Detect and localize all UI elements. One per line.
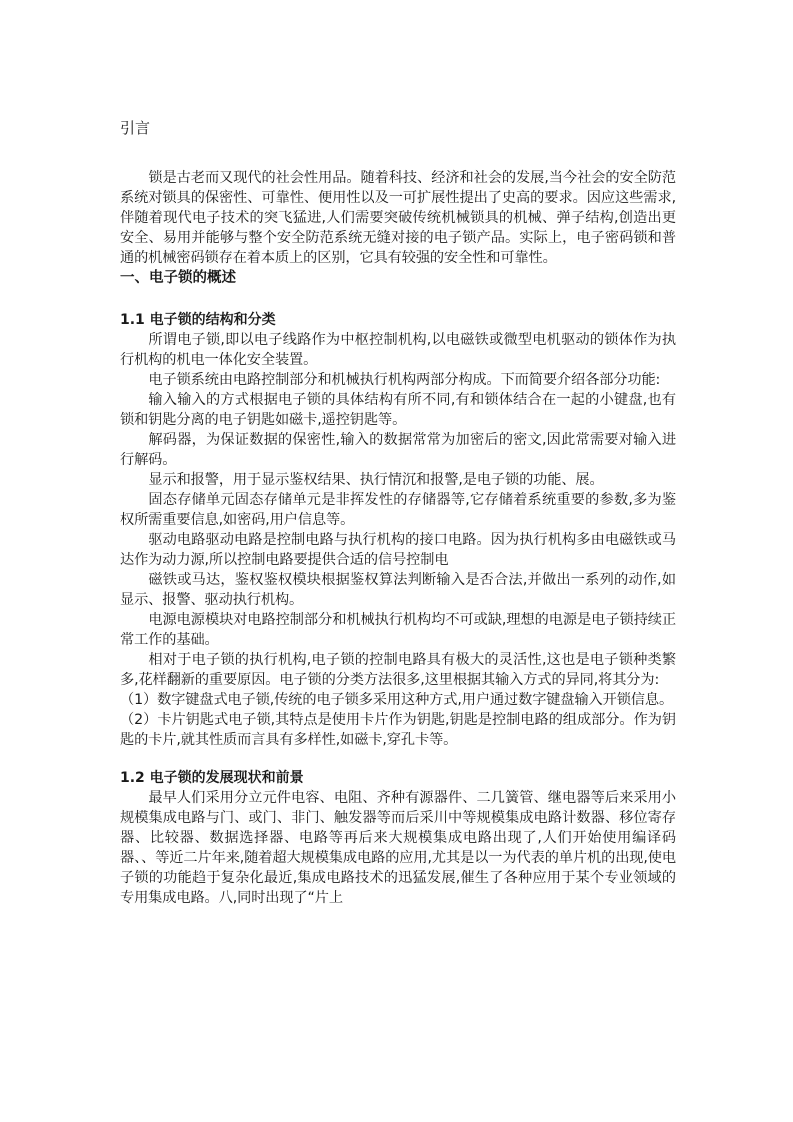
body-paragraph: 驱动电路驱动电路是控制电路与执行机构的接口电路。因为执行机构多由电磁铁或马达作为动力源,所以控制电路要提供合适的信号控制电 <box>120 532 676 568</box>
body-paragraph: 固态存储单元固态存储单元是非挥发性的存储器等,它存储着系统重要的参数,多为鉴权所需重要信息,如密码,用户信息等。 <box>120 492 676 528</box>
intro-paragraph: 锁是古老而又现代的社会性用品。随着科技、经济和社会的发展,当今社会的安全防范系统对锁具的保密性、可靠性、便用性以及一可扩展性提出了史高的要求。因应这些需求,伴随着现代电子技术的突飞猛进,人们需要突破传统机械锁具的机械、弹子结构,创造出更安全、易用并能够与整个安全防范系统无缝对接的电子锁产品。实际上，电子密码锁和普通的机械密码锁存在着本质上的区别，它具有较强的安全性和可靠性。 <box>120 170 676 266</box>
page-title: 引言 <box>120 119 151 137</box>
body-paragraph: 最早人们采用分立元件电容、电阻、齐种有源器件、二几簧管、继电器等后来采用小规模集成电路与门、或门、非门、触发器等而后采川中等规模集成电路计数器、移位寄存器、比较器、数据选择器、电路等再后来大规模集成电路出现了,人们开始使用编译码器、、等近二片年来,随着超大规模集成电路的应用,尤其是以一为代表的单片机的出现,使电子锁的功能趋于复杂化最近,集成电路技术的迅猛发展,催生了各种应用于某个专业领域的专用集成电路。八,同时出现了“片上 <box>120 790 676 906</box>
subsection-heading: 1.1 电子锁的结构和分类 <box>120 312 276 328</box>
body-paragraph: 输入输入的方式根据电子锁的具体结构有所不同,有和锁体结合在一起的小键盘,也有锁和钥匙分离的电子钥匙如磁卡,遥控钥匙等。 <box>120 392 676 428</box>
list-item: （1）数字键盘式电子锁,传统的电子锁多采用这种方式,用户通过数字键盘输入开锁信息。 <box>120 692 674 708</box>
body-paragraph: 电源电源模块对电路控制部分和机械执行机构均不可或缺,理想的电源是电子锁持续正常工作的基础。 <box>120 612 676 648</box>
body-paragraph: 磁铁或马达，鉴权鉴权模块根据鉴权算法判断输入是否合法,并做出一系列的动作,如显示、报警、驱动执行机构。 <box>120 572 676 608</box>
body-paragraph: 电子锁系统由电路控制部分和机械执行机构两部分构成。下而简要介绍各部分功能: <box>148 372 661 388</box>
document-body <box>120 118 676 908</box>
body-paragraph: 解码器，为保证数据的保密性,输入的数据常常为加密后的密文,因此常需要对输入进行解码。 <box>120 432 676 468</box>
body-paragraph: 相对于电子锁的执行机构,电子锁的控制电路具有极大的灵活性,这也是电子锁种类繁多,花样翻新的重要原因。电子锁的分类方法很多,这里根据其输入方式的异同,将其分为: <box>120 652 676 688</box>
section-heading: 一、电子锁的概述 <box>120 270 236 286</box>
body-paragraph: 显示和报警，用于显示鉴权结果、执行情沉和报警,是电子锁的功能、展。 <box>148 472 604 488</box>
body-paragraph: 所谓电子锁,即以电子线路作为中枢控制机构,以电磁铁或微型电机驱动的锁体作为执行机构的机电一体化安全装置。 <box>120 332 676 368</box>
subsection-heading: 1.2 电子锁的发展现状和前景 <box>120 770 304 786</box>
list-item: （2）卡片钥匙式电子锁,其特点是使用卡片作为钥匙,钥匙是控制电路的组成部分。作为钥匙的卡片,就其性质而言具有多样性,如磁卡,穿孔卡等。 <box>120 712 676 748</box>
